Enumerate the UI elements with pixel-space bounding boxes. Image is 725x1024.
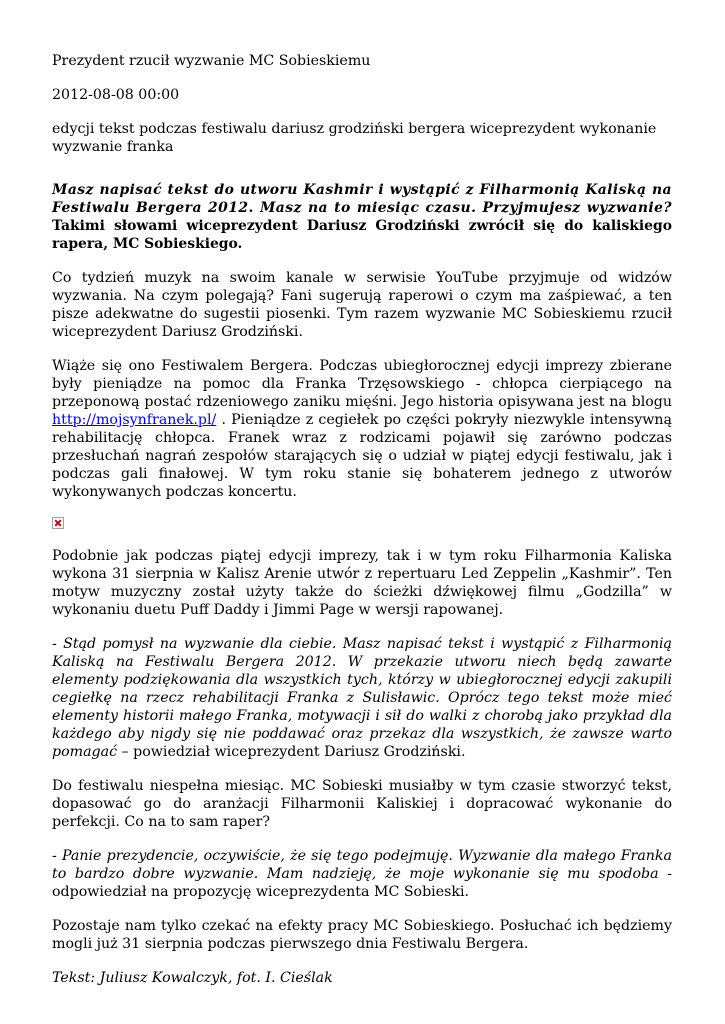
lead-italic: Masz napisać tekst do utworu Kashmir i wystąpić z Filharmonią Kaliską na Festiwalu Bergera 2012. Masz na to miesiąc czasu. Przyjmujesz wyzwanie? bbox=[52, 182, 672, 216]
article bbox=[52, 52, 672, 987]
article-date: 2012-08-08 00:00 bbox=[52, 87, 180, 103]
paragraph-2-before: Wiąże się ono Festiwalem Bergera. Podczas ubiegłorocznej edycji imprezy zbierane były pieniądze na pomoc dla Franka Trzęsowskiego - chłopca cierpiącego na przeponową postać rdzeniowego zaniku mięśni. Jego historia opisywana jest na blogu bbox=[52, 358, 672, 410]
blog-link[interactable]: http://mojsynfranek.pl/ bbox=[52, 412, 217, 428]
article-title: Prezydent rzucił wyzwanie MC Sobieskiemu bbox=[52, 53, 371, 69]
paragraph-2-after: . Pieniądze z cegiełek po części pokryły niezwykle intensywną rehabilitację chłopca. Franek wraz z rodzicami pojawił się zarówno podczas przesłuchań nagrań zespołów starających się o udział w piątej edycji festiwalu, jak i podczas gali finałowej. W tym roku stanie się bohaterem jednego z utworów wykonywanych podczas koncertu. bbox=[52, 412, 672, 500]
paragraph-6 bbox=[52, 847, 672, 901]
lead-rest: Takimi słowami wiceprezydent Dariusz Grodziński zwrócił się do kaliskiego rapera, MC Sobieskiego. bbox=[52, 218, 672, 252]
article-tags: edycji tekst podczas festiwalu dariusz grodziński bergera wiceprezydent wykonanie wyzwanie franka bbox=[52, 121, 657, 155]
paragraph-6-rest: - odpowiedział na propozycję wiceprezydenta MC Sobieski. bbox=[52, 866, 672, 900]
paragraph-5: Do festiwalu niespełna miesiąc. MC Sobieski musiałby w tym czasie stworzyć tekst, dopasować go do aranżacji Filharmonii Kaliskiej i dopracować wykonanie do perfekcji. Co na to sam raper? bbox=[52, 778, 672, 830]
paragraph-3: Podobnie jak podczas piątej edycji imprezy, tak i w tym roku Filharmonia Kaliska wykona 31 sierpnia w Kalisz Arenie utwór z repertuaru Led Zeppelin „Kashmir”. Ten motyw muzyczny został użyty także do ścieżki dźwiękowej filmu „Godzilla” w wykonaniu duetu Puff Daddy i Jimmi Page w wersji rapowanej. bbox=[52, 548, 672, 618]
article-lead bbox=[52, 181, 672, 253]
paragraph-4-rest: – powiedział wiceprezydent Dariusz Grodziński. bbox=[117, 744, 466, 760]
paragraph-6-quote: - Panie prezydencie, oczywiście, że się tego podejmuję. Wyzwanie dla małego Franka to bardzo dobre wyzwanie. Mam nadzieję, że moje wykonanie się mu spodoba bbox=[52, 848, 672, 882]
broken-image-icon bbox=[52, 517, 64, 529]
paragraph-7: Pozostaje nam tylko czekać na efekty pracy MC Sobieskiego. Posłuchać ich będziemy mogli już 31 sierpnia podczas pierwszego dnia Festiwalu Bergera. bbox=[52, 918, 672, 952]
article-credit: Tekst: Juliusz Kowalczyk, fot. I. Cieślak bbox=[52, 970, 333, 986]
paragraph-4-quote: - Stąd pomysł na wyzwanie dla ciebie. Masz napisać tekst i wystąpić z Filharmonią Kaliską na Festiwalu Bergera 2012. W przekazie utworu niech będą zawarte elementy podziękowania dla wszystkich tych, którzy w ubiegłorocznej edycji zakupili cegiełkę na rzecz rehabilitacji Franka z Sulisławic. Oprócz tego tekst może mieć elementy historii małego Franka, motywacji i sił do walki z chorobą jako przykład dla każdego aby nigdy się nie poddawać oraz przekaz dla wszystkich, że zawsze warto pomagać bbox=[52, 636, 672, 760]
paragraph-1: Co tydzień muzyk na swoim kanale w serwisie YouTube przyjmuje od widzów wyzwania. Na czym polegają? Fani sugerują raperowi o czym ma zaśpiewać, a ten pisze adekwatne do sugestii piosenki. Tym razem wyzwanie MC Sobieskiemu rzucił wiceprezydent Dariusz Grodziński. bbox=[52, 270, 672, 340]
paragraph-4 bbox=[52, 635, 672, 761]
paragraph-2 bbox=[52, 357, 672, 501]
